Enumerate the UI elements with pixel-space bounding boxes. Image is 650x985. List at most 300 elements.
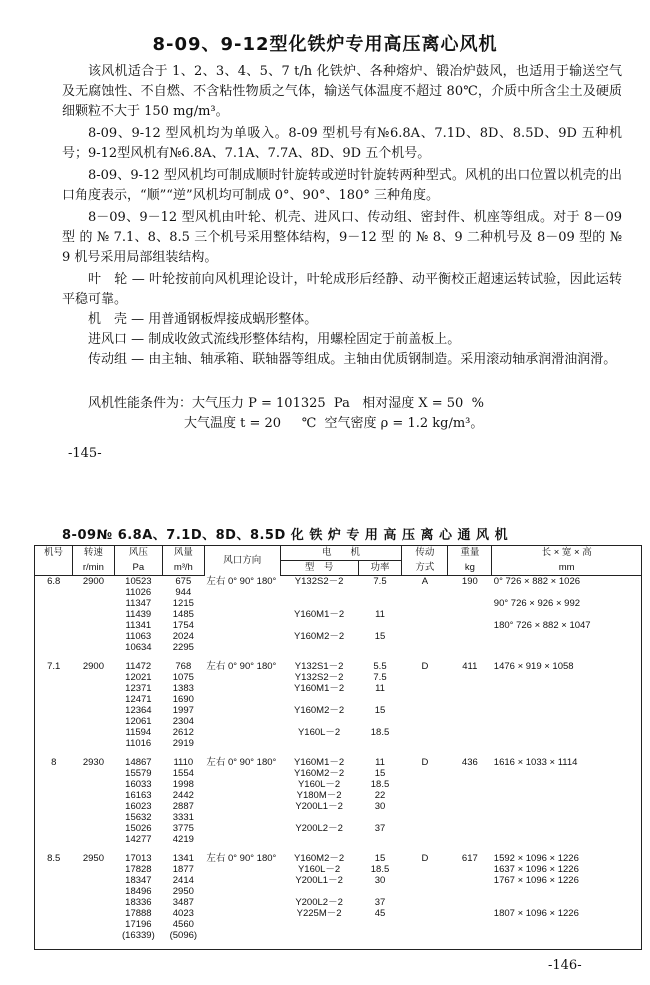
header-machine-no: 机号 [35,546,73,561]
header-motor-power: 功率 [358,561,402,576]
table-row [35,812,642,823]
outlet-direction-cell [204,812,280,823]
weight-cell [448,642,492,653]
flow-cell: 1110 [173,757,194,768]
conditions-line-1: 风机性能条件为：大气压力 P = 101325 Pa 相对湿度 X = 50 % [88,396,484,411]
dimensions-cell [492,683,642,694]
weight-cell: 411 [462,661,478,672]
motor-model-cell [280,716,358,727]
machine-no-cell [35,908,73,919]
drive-cell [402,705,448,716]
dimensions-cell: 180° 726 × 882 × 1047 [493,620,591,631]
motor-power-cell [358,642,402,653]
weight-cell [448,834,492,845]
header-dimensions: 长 × 宽 × 高 [492,546,642,561]
weight-cell [448,716,492,727]
drive-cell [402,875,448,886]
machine-no-cell: 8 [51,757,57,768]
dimensions-cell [492,930,642,950]
motor-power-cell: 30 [374,875,386,886]
pressure-cell: 14867 [125,757,152,768]
header-pressure: 风压 [114,546,162,561]
speed-cell [72,738,114,749]
table-row [35,609,642,620]
pressure-cell: 17828 [125,864,152,875]
machine-no-cell [35,683,73,694]
speed-cell [72,864,114,875]
pressure-cell: 15632 [125,812,152,823]
table-row [35,919,642,930]
page-title: 8-09、9-12型化铁炉专用高压离心风机 [152,34,498,55]
outlet-direction-cell [204,587,280,598]
header-speed-unit: r/min [72,561,114,576]
machine-no-cell [35,642,73,653]
weight-cell [448,694,492,705]
drive-cell [402,886,448,897]
pressure-cell: 16023 [125,801,152,812]
table-row [35,694,642,705]
header-weight-unit: kg [448,561,492,576]
motor-power-cell: 11 [375,683,385,694]
drive-cell [402,672,448,683]
speed-cell: 2950 [82,853,104,864]
dimensions-cell [492,642,642,653]
dimensions-cell [492,672,642,683]
pressure-cell: (16339) [121,930,155,941]
outlet-direction-cell [204,897,280,908]
motor-power-cell [358,694,402,705]
motor-power-cell [358,886,402,897]
motor-power-cell [358,716,402,727]
motor-model-cell: Y132S2－2 [294,672,344,683]
drive-cell [402,897,448,908]
pressure-cell: 10634 [125,642,152,653]
speed-cell [72,609,114,620]
table-row [35,576,642,588]
drive-cell [402,609,448,620]
outlet-direction-cell [204,683,280,694]
motor-power-cell [358,620,402,631]
drive-cell [402,727,448,738]
flow-cell: 4023 [172,908,194,919]
outlet-direction-cell [204,738,280,749]
speed-cell [72,875,114,886]
flow-cell: 4560 [172,919,194,930]
speed-cell [72,930,114,950]
flow-cell: 3775 [172,823,194,834]
speed-cell [72,823,114,834]
speed-cell [72,790,114,801]
dimensions-cell [492,738,642,749]
flow-cell: 1383 [172,683,194,694]
table-row [35,587,642,598]
speed-cell [72,631,114,642]
outlet-direction-cell [204,705,280,716]
outlet-direction-cell [204,631,280,642]
fan-performance-table [34,545,642,950]
weight-cell [448,598,492,609]
motor-power-cell: 15 [374,768,386,779]
flow-cell: 2919 [172,738,194,749]
pressure-cell: 12364 [125,705,152,716]
flow-cell: 1485 [172,609,194,620]
motor-model-cell [280,738,358,749]
outlet-direction-cell [204,875,280,886]
rotation-paragraph: 8-09、9-12 型风机均可制成顺时针旋转或逆时针旋转两种型式。风机的出口位置以机壳的出口角度表示，“顺”“逆”风机均可制成 0°、90°、180° 三种角度。 [62,168,622,203]
machine-no-cell [35,864,73,875]
table-row [35,845,642,864]
speed-cell [72,768,114,779]
outlet-direction-cell: 左右 0° 90° 180° [206,661,277,672]
table-row [35,738,642,749]
drive-cell: A [421,576,429,587]
header-pressure-unit: Pa [114,561,162,576]
pressure-cell: 11439 [125,609,152,620]
dimensions-cell [492,812,642,823]
motor-power-cell [358,587,402,598]
table-row [35,631,642,642]
weight-cell [448,705,492,716]
table-row [35,620,642,631]
outlet-direction-cell [204,694,280,705]
motor-model-cell: Y225M－2 [296,908,342,919]
pressure-cell: 11594 [125,727,152,738]
dimensions-cell: 1616 × 1033 × 1114 [493,757,578,768]
drive-paragraph: 传动组 — 由主轴、轴承箱、联轴器等组成。主轴由优质钢制造。采用滚动轴承润滑油润滑。 [88,352,617,367]
pressure-cell: 11472 [125,661,152,672]
inlet-paragraph: 进风口 — 制成收敛式流线形整体结构，用螺栓固定于前盖板上。 [88,332,461,347]
motor-power-cell [358,930,402,950]
header-drive-sub: 方式 [402,561,448,576]
header-machine-no-2 [35,561,73,576]
outlet-direction-cell [204,801,280,812]
outlet-direction-cell [204,864,280,875]
weight-cell [448,620,492,631]
motor-power-cell [358,598,402,609]
outlet-direction-cell [204,727,280,738]
weight-cell [448,631,492,642]
suction-paragraph: 8-09、9-12 型风机均为单吸入。8-09 型机号有№6.8A、7.1D、8D、8.5D、9D 五种机号；9-12型风机有№6.8A、7.1A、7.7A、8D、9D 五个机号。 [62,126,622,161]
machine-no-cell [35,672,73,683]
weight-cell [448,768,492,779]
drive-cell [402,631,448,642]
header-dimensions-unit: mm [492,561,642,576]
pressure-cell: 17888 [125,908,152,919]
weight-cell [448,790,492,801]
motor-power-cell [358,834,402,845]
motor-model-cell [280,834,358,845]
outlet-direction-cell [204,823,280,834]
flow-cell: 1877 [172,864,194,875]
table-row [35,779,642,790]
flow-cell: 2414 [172,875,194,886]
dimensions-cell [492,609,642,620]
speed-cell [72,812,114,823]
dimensions-cell: 0° 726 × 882 × 1026 [493,576,581,587]
header-motor: 电 机 [280,546,402,561]
weight-cell [448,812,492,823]
conditions-line-2: 大气温度 t = 20 ℃ 空气密度 ρ = 1.2 kg/m³。 [184,416,484,431]
speed-cell: 2930 [82,757,104,768]
outlet-direction-cell [204,609,280,620]
table-row [35,790,642,801]
motor-model-cell: Y160M1－2 [294,683,345,694]
motor-model-cell: Y160L－2 [297,779,341,790]
motor-power-cell: 18.5 [370,727,390,738]
header-speed: 转速 [72,546,114,561]
motor-model-cell [280,812,358,823]
motor-model-cell [280,642,358,653]
motor-model-cell: Y160M2－2 [294,853,345,864]
motor-model-cell: Y160M1－2 [294,609,345,620]
speed-cell [72,672,114,683]
motor-model-cell [280,919,358,930]
table-row [35,930,642,950]
motor-model-cell: Y180M－2 [296,790,342,801]
outlet-direction-cell [204,790,280,801]
machine-no-cell [35,801,73,812]
machine-no-cell [35,768,73,779]
drive-cell [402,716,448,727]
speed-cell [72,642,114,653]
flow-cell: 2295 [172,642,194,653]
flow-cell: 2887 [172,801,194,812]
pressure-cell: 11347 [125,598,152,609]
motor-model-cell [280,694,358,705]
flow-cell: 768 [175,661,192,672]
motor-model-cell [280,598,358,609]
speed-cell [72,620,114,631]
table-row [35,598,642,609]
drive-cell: D [421,757,429,768]
speed-cell [72,694,114,705]
machine-no-cell [35,834,73,845]
table-row [35,768,642,779]
dimensions-cell [492,779,642,790]
flow-cell: 944 [175,587,192,598]
dimensions-cell [492,768,642,779]
drive-cell [402,823,448,834]
machine-no-cell [35,790,73,801]
weight-cell [448,738,492,749]
flow-cell: 2442 [172,790,194,801]
speed-cell [72,834,114,845]
dimensions-cell [492,919,642,930]
machine-no-cell [35,919,73,930]
flow-cell: 675 [175,576,192,587]
header-outlet-direction: 风口方向 [204,546,280,576]
motor-power-cell: 15 [374,705,386,716]
motor-power-cell: 7.5 [373,576,387,587]
machine-no-cell [35,620,73,631]
machine-no-cell [35,875,73,886]
drive-cell [402,642,448,653]
pressure-cell: 12061 [125,716,152,727]
pressure-cell: 17196 [125,919,152,930]
outlet-direction-cell [204,642,280,653]
speed-cell [72,683,114,694]
weight-cell [448,908,492,919]
dimensions-cell: 1637 × 1096 × 1226 [493,864,579,875]
flow-cell: 1997 [172,705,194,716]
motor-power-cell: 18.5 [370,779,390,790]
motor-model-cell: Y160L－2 [297,727,341,738]
header-weight: 重量 [448,546,492,561]
drive-cell [402,779,448,790]
drive-cell [402,908,448,919]
dimensions-cell [492,694,642,705]
motor-power-cell: 30 [374,801,386,812]
weight-cell [448,864,492,875]
table-row [35,672,642,683]
table-row [35,897,642,908]
table-row [35,749,642,768]
flow-cell: 2950 [172,886,194,897]
dimensions-cell [492,801,642,812]
pressure-cell: 17013 [125,853,152,864]
dimensions-cell [492,727,642,738]
pressure-cell: 11016 [125,738,152,749]
machine-no-cell: 8.5 [47,853,61,864]
motor-model-cell: Y200L2－2 [295,823,343,834]
flow-cell: 1341 [172,853,194,864]
flow-cell: 2304 [172,716,194,727]
table-row [35,642,642,653]
page-number-146: -146- [548,958,582,973]
pressure-cell: 18496 [125,886,152,897]
drive-cell [402,694,448,705]
pressure-cell: 16033 [125,779,152,790]
motor-power-cell: 15 [374,853,386,864]
drive-cell [402,768,448,779]
pressure-cell: 15579 [125,768,152,779]
speed-cell: 2900 [82,661,104,672]
flow-cell: 2612 [172,727,194,738]
motor-power-cell: 11 [375,609,385,620]
speed-cell [72,919,114,930]
drive-cell [402,812,448,823]
dimensions-cell: 1807 × 1096 × 1226 [493,908,579,919]
motor-model-cell [280,587,358,598]
pressure-cell: 16163 [125,790,152,801]
weight-cell [448,587,492,598]
speed-cell [72,801,114,812]
outlet-direction-cell [204,886,280,897]
motor-power-cell: 5.5 [373,661,387,672]
machine-no-cell [35,705,73,716]
motor-model-cell: Y160M2－2 [294,631,345,642]
table-row [35,834,642,845]
flow-cell: 1075 [172,672,194,683]
dimensions-cell: 1592 × 1096 × 1226 [493,853,579,864]
impeller-paragraph: 叶 轮 — 叶轮按前向风机理论设计，叶轮成形后经静、动平衡校正超速运转试验，因此运转平稳可靠。 [62,272,622,307]
motor-model-cell: Y160M2－2 [294,768,345,779]
dimensions-cell [492,716,642,727]
pressure-cell: 12471 [125,694,152,705]
drive-cell [402,801,448,812]
page-number-145: -145- [68,446,102,461]
drive-cell [402,790,448,801]
drive-cell [402,620,448,631]
weight-cell [448,609,492,620]
motor-model-cell: Y160L－2 [297,864,341,875]
header-flow: 风量 [162,546,204,561]
flow-cell: 2024 [172,631,194,642]
motor-power-cell: 18.5 [370,864,390,875]
dimensions-cell [492,823,642,834]
motor-power-cell: 22 [374,790,386,801]
motor-power-cell [358,738,402,749]
pressure-cell: 14277 [125,834,152,845]
flow-cell: 1998 [172,779,194,790]
drive-cell [402,683,448,694]
weight-cell [448,779,492,790]
outlet-direction-cell [204,779,280,790]
flow-cell: 1215 [172,598,194,609]
weight-cell [448,886,492,897]
speed-cell [72,598,114,609]
dimensions-cell: 1767 × 1096 × 1226 [493,875,579,886]
weight-cell [448,930,492,950]
table-row [35,886,642,897]
speed-cell [72,705,114,716]
dimensions-cell [492,834,642,845]
motor-power-cell: 37 [374,823,386,834]
table-row [35,823,642,834]
weight-cell [448,875,492,886]
table-row [35,653,642,672]
weight-cell [448,823,492,834]
structure-paragraph: 8－09、9－12 型风机由叶轮、机壳、进风口、传动组、密封件、机座等组成。对于 8－09 型 的 № 7.1、8、8.5 三个机号采用整体结构，9－12 型 的 № 8、9 二种机号及 8－09 型的 № 9 机号采用局部组装结构。 [62,210,622,265]
weight-cell [448,919,492,930]
dimensions-cell: 90° 726 × 926 × 992 [493,598,581,609]
table-row [35,864,642,875]
motor-power-cell: 37 [374,897,386,908]
flow-cell: (5096) [169,930,198,941]
outlet-direction-cell [204,834,280,845]
outlet-direction-cell: 左右 0° 90° 180° [206,575,277,587]
outlet-direction-cell: 左右 0° 90° 180° [206,757,277,768]
machine-no-cell: 7.1 [47,661,61,672]
dimensions-cell [492,897,642,908]
weight-cell [448,897,492,908]
machine-no-cell: 6.8 [47,576,61,587]
header-flow-unit: m³/h [162,561,204,576]
machine-no-cell [35,779,73,790]
pressure-cell: 11063 [125,631,152,642]
outlet-direction-cell [204,620,280,631]
motor-model-cell: Y132S1－2 [294,661,344,672]
flow-cell: 1754 [172,620,194,631]
speed-cell [72,716,114,727]
motor-power-cell [358,812,402,823]
weight-cell: 617 [461,853,478,864]
motor-model-cell: Y200L1－2 [295,801,343,812]
machine-no-cell [35,587,73,598]
weight-cell [448,727,492,738]
pressure-cell: 10523 [125,576,152,587]
table-row [35,716,642,727]
dimensions-cell [492,631,642,642]
machine-no-cell [35,823,73,834]
machine-no-cell [35,738,73,749]
table-row [35,727,642,738]
weight-cell [448,672,492,683]
weight-cell [448,683,492,694]
outlet-direction-cell [204,908,280,919]
machine-no-cell [35,886,73,897]
motor-power-cell: 11 [375,757,385,768]
